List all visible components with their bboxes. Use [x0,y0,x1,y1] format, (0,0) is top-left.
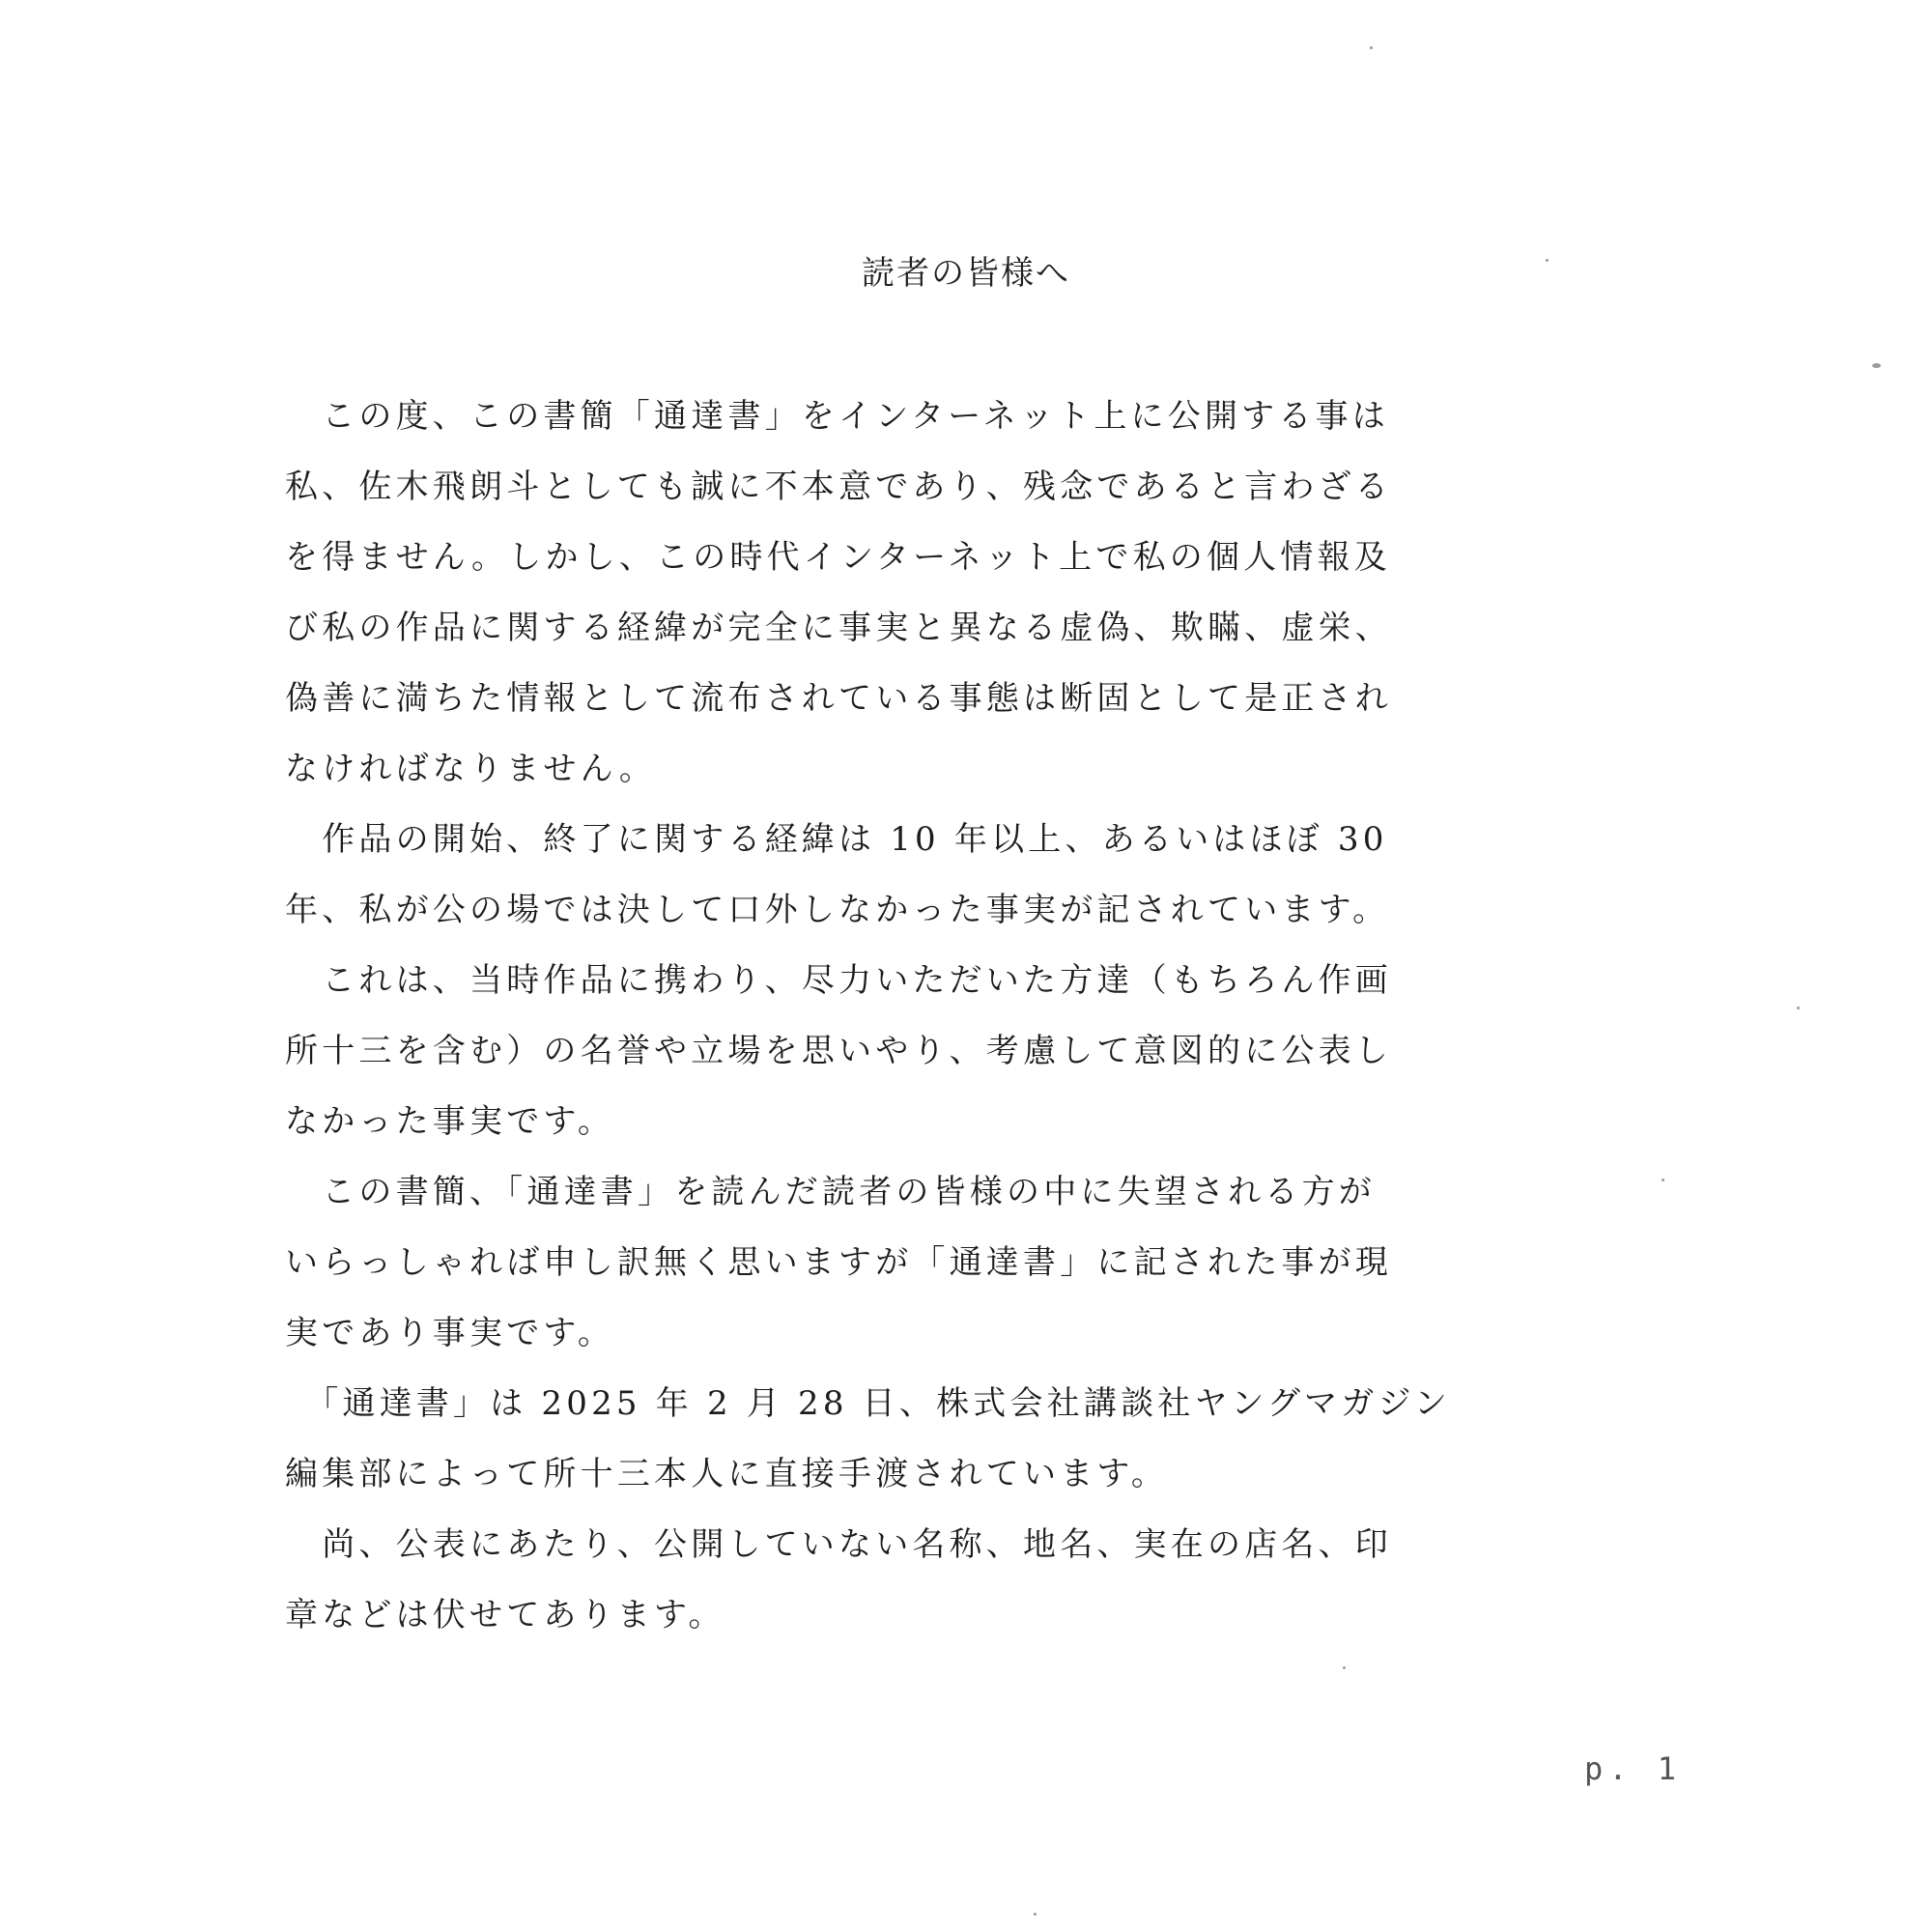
body-line: なければなりません。 [285,750,657,788]
scan-speck [1546,259,1548,262]
scan-speck [1034,1913,1037,1916]
scan-speck [1662,1179,1664,1181]
scan-speck [1343,1666,1346,1669]
document-title: 読者の皆様へ [862,254,1070,293]
body-line: び私の作品に関する経緯が完全に事実と異なる虚偽、欺瞞、虚栄、 [285,609,1392,647]
body-line: 所十三を含む）の名誉や立場を思いやり、考慮して意図的に公表し [285,1032,1392,1070]
scan-speck [1370,46,1373,49]
page-number: p. 1 [1584,1750,1683,1787]
body-line: なかった事実です。 [285,1102,615,1141]
scan-speck [1797,1007,1800,1009]
document-body [285,382,1666,1651]
body-line: 「通達書」は 2025 年 2 月 28 日、株式会社講談社ヤングマガジン [285,1384,1451,1423]
body-line: 私、佐木飛朗斗としても誠に不本意であり、残念であると言わざる [285,468,1392,506]
body-line: 尚、公表にあたり、公開していない名称、地名、実在の店名、印 [285,1525,1392,1564]
body-line: 実であり事実です。 [285,1314,615,1352]
body-line: 年、私が公の場では決して口外しなかった事実が記されています。 [285,891,1390,929]
body-line: を得ません。しかし、この時代インターネット上で私の個人情報及 [285,538,1391,577]
body-line: これは、当時作品に携わり、尽力いただいた方達（もちろん作画 [285,961,1392,1000]
body-line: この書簡、「通達書」を読んだ読者の皆様の中に失望される方が [285,1173,1376,1211]
body-line: いらっしゃれば申し訳無く思いますが「通達書」に記された事が現 [285,1243,1392,1282]
body-line: 編集部によって所十三本人に直接手渡されています。 [285,1455,1169,1493]
body-line: 偽善に満ちた情報として流布されている事態は断固として是正され [285,679,1392,718]
body-line: 作品の開始、終了に関する経緯は 10 年以上、あるいはほぼ 30 [285,820,1388,859]
scan-speck [1872,363,1881,368]
body-line: 章などは伏せてあります。 [285,1596,725,1634]
body-line: この度、この書簡「通達書」をインターネット上に公開する事は [285,397,1389,436]
